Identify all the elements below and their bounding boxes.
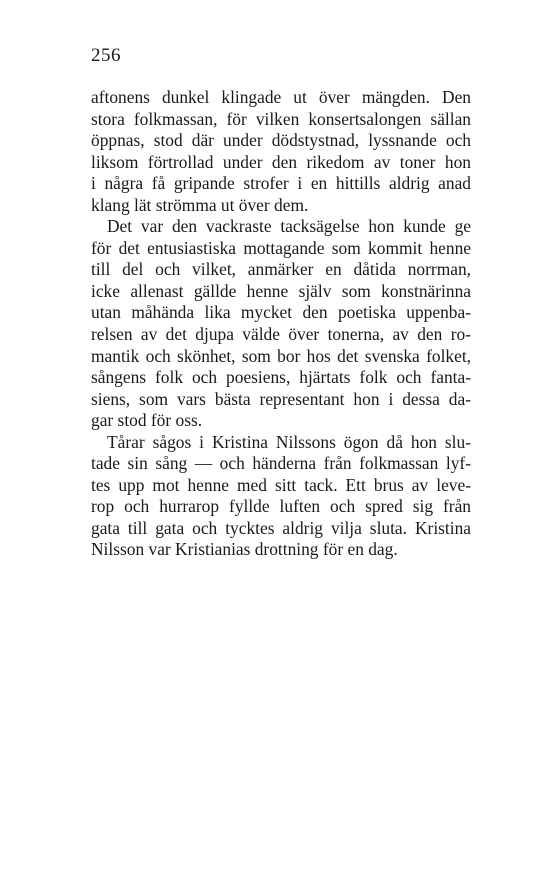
body-text [91,87,471,561]
text-line: sångens folk och poesiens, hjärtats folk och fanta- [91,367,471,388]
text-line: siens, som vars bästa representant hon i dessa da- [91,388,471,409]
text-line: för det entusiastiska mottagande som kommit henne [91,237,471,258]
text-line: öppnas, stod där under dödstystnad, lyssnande och [91,130,471,151]
text-line: mantik och skönhet, som bor hos det svenska folket, [91,345,471,366]
text-line: tade sin sång — och händerna från folkmassan lyf- [91,453,471,474]
text-line: aftonens dunkel klingade ut över mängden. Den [91,87,471,107]
text-line: utan måhända lika mycket den poetiska uppenba- [91,302,471,323]
text-line: gar stod för oss. [91,410,203,431]
text-line: rop och hurrarop fyllde luften och spred sig från [91,496,471,517]
text-line: stora folkmassan, för vilken konsertsalongen sällan [91,108,471,129]
page-number: 256 [91,45,121,66]
text-line: liksom förtrollad under den rikedom av toner hon [91,151,471,172]
text-line: Det var den vackraste tacksägelse hon kunde ge [107,216,471,237]
text-line: till del och vilket, anmärker en dåtida norrman, [91,259,471,280]
text-line: Tårar sågos i Kristina Nilssons ögon då hon slu- [107,431,471,452]
text-line: tes upp mot henne med sitt tack. Ett brus av leve- [91,474,471,495]
text-line: icke allenast gällde henne själv som konstnärinna [91,280,471,301]
text-line: i några få gripande strofer i en hittills aldrig anad [91,173,471,194]
text-line: Nilsson var Kristianias drottning för en dag. [91,539,398,560]
text-line: klang lät strömma ut över dem. [91,194,309,215]
text-line: relsen av det djupa välde över tonerna, av den ro- [91,324,471,345]
text-line: gata till gata och tycktes aldrig vilja sluta. Kristina [91,517,471,538]
